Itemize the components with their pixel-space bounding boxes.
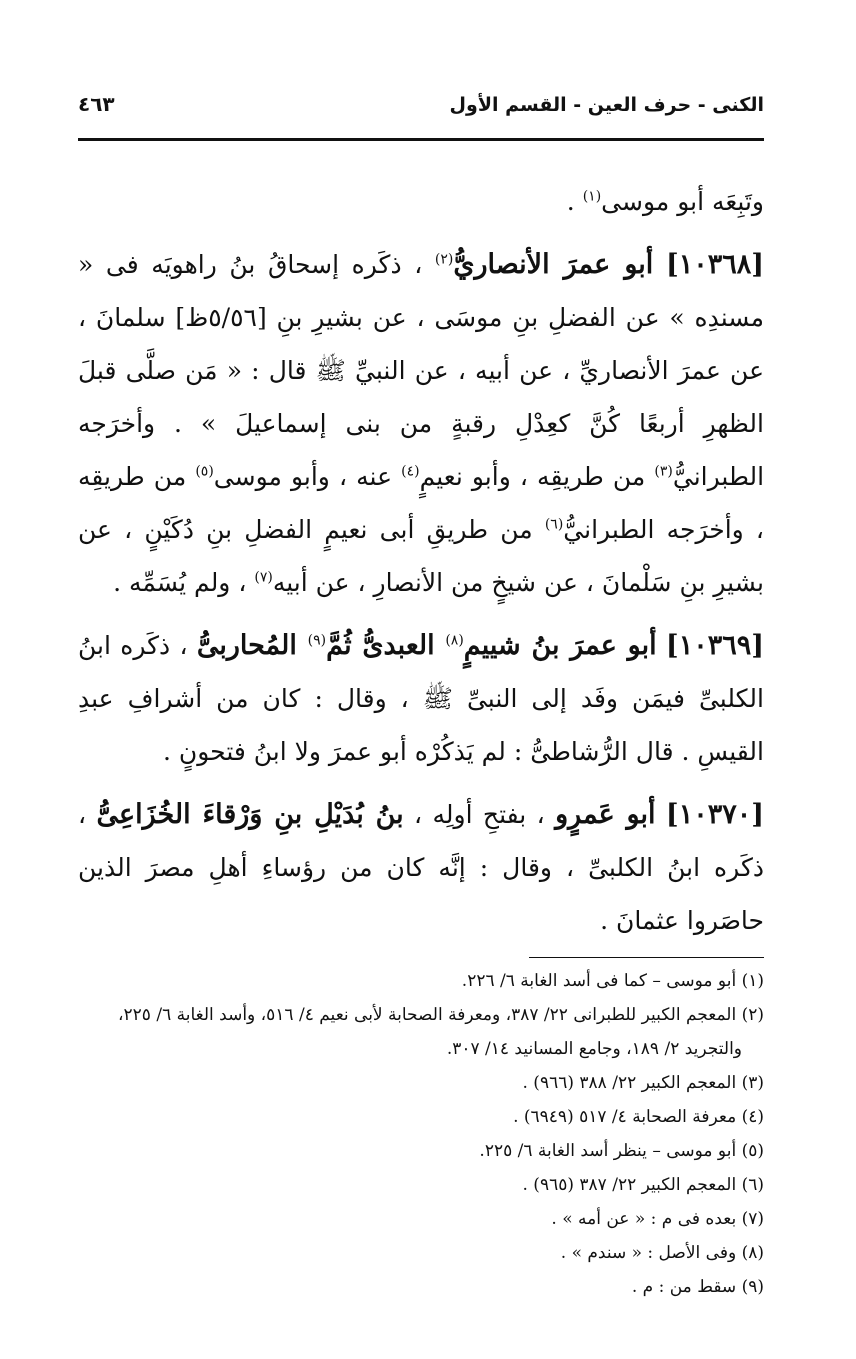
page	[78, 92, 764, 1304]
entry-10369: [١٠٣٦٩] أبو عمرَ بنُ شييمٍ$^{(٨)}$ العبدىُّ ثُمَّ$^{(٩)}$ المُحاربىُّ ، ذكَره ابنُ الكلبىِّ فيمَن وفَد إلى النبىِّ ﷺ ، وقال : كان من أشرافِ عبدِ القيسِ . قال الرُّشاطىُّ : لم يَذكُرْه أبو عمرَ ولا ابنُ فتحونٍ .	[78, 630, 764, 766]
page-header	[78, 92, 764, 134]
footnote-marker: (٥)	[195, 463, 214, 480]
footnote-2: (٢) المعجم الكبير للطبرانى ٢٢/ ٣٨٧، ومعرفة الصحابة لأبى نعيم ٤/ ٥١٦، وأسد الغابة ٦/ ٢٢٥،	[118, 1005, 764, 1025]
footnote-3: (٣) المعجم الكبير ٢٢/ ٣٨٨ (٩٦٦) .	[522, 1073, 764, 1093]
footnote-marker: (٢)	[434, 251, 454, 268]
footnote-7: (٧) بعده فى م : « عن أمه » .	[551, 1209, 764, 1229]
paragraph-continuation: وتَبِعَه أبو موسى$^{(١)}$ .	[566, 187, 764, 216]
footnote-2-continued: والتجريد ٢/ ١٨٩، وجامع المسانيد ١٤/ ٣٠٧.	[446, 1039, 742, 1059]
entry-10368: [١٠٣٦٨] أبو عمرَ الأنصاريُّ$^{(٢)}$ ، ذكَره إسحاقُ بنُ راهويَه فى « مسندِه » عن الفضلِ بنِ موسَى ، عن بشيرِ بنِ [٥/٥٦ظ] سلمانَ ، عن عمرَ الأنصاريِّ ، عن أبيه ، عن النبيِّ ﷺ قال : « مَن صلَّى قبلَ الظهرِ أربعًا كُنَّ كعِدْلِ رقبةٍ من بنى إسماعيلَ » . وأخرَجه الطبرانيُّ$^{(٣)}$ من طريقِه ، وأبو نعيمٍ$^{(٤)}$ عنه ، وأبو موسى$^{(٥)}$ من طريقِه ، وأخرَجه الطبرانيُّ$^{(٦)}$ من طريقِ أبى نعيمٍ الفضلِ بنِ دُكَيْنٍ ، عن بشيرِ بنِ سَلْمانَ ، عن شيخٍ من الأنصارِ ، عن أبيه$^{(٧)}$ ، ولم يُسَمِّه .	[78, 249, 765, 597]
footnote-1: (١) أبو موسى – كما فى أسد الغابة ٦/ ٢٢٦.	[461, 971, 764, 991]
entry-name: أبو عَمرٍو	[555, 799, 656, 830]
footnote-marker: (٣)	[654, 463, 673, 480]
entry-number: [١٠٣٧٠]	[665, 799, 764, 830]
footnote-marker: (١)	[582, 188, 602, 205]
footnote-5: (٥) أبو موسى – ينظر أسد الغابة ٦/ ٢٢٥.	[479, 1141, 764, 1161]
footnote-marker: (٩)	[307, 632, 327, 649]
footnote-marker: (٤)	[401, 463, 420, 480]
footnote-marker: (٧)	[254, 569, 273, 586]
footnote-rule	[529, 957, 764, 958]
entry-number: [١٠٣٦٨]	[665, 249, 765, 280]
page-number: ٤٦٣	[78, 92, 115, 116]
entry-name: أبو عمرَ الأنصاريُّ	[453, 249, 654, 280]
running-title: الكنى - حرف العين - القسم الأول	[449, 94, 764, 116]
footnote-6: (٦) المعجم الكبير ٢٢/ ٣٨٧ (٩٦٥) .	[522, 1175, 764, 1195]
main-text	[78, 175, 764, 947]
footnote-marker: (٦)	[544, 516, 564, 533]
footnote-marker: (٨)	[445, 632, 464, 649]
footnote-8: (٨) وفى الأصل : « سندم » .	[560, 1243, 764, 1263]
footnotes	[78, 964, 764, 1304]
footnote-9: (٩) سقط من : م .	[631, 1277, 764, 1297]
entry-number: [١٠٣٦٩]	[665, 630, 764, 661]
entry-name: أبو عمرَ بنُ شييمٍ	[463, 630, 657, 661]
entry-10370: [١٠٣٧٠] أبو عَمرٍو ، بفتحِ أولِه ، بنُ بُدَيْلِ بنِ وَرْقاءَ الخُزَاعِىُّ ، ذكَره ابنُ الكلبىِّ ، وقال : إنَّه كان من رؤساءِ أهلِ مصرَ الذين حاصَروا عثمانَ .	[78, 799, 764, 935]
header-rule	[78, 138, 764, 141]
footnote-4: (٤) معرفة الصحابة ٤/ ٥١٧ (٦٩٤٩) .	[513, 1107, 764, 1127]
